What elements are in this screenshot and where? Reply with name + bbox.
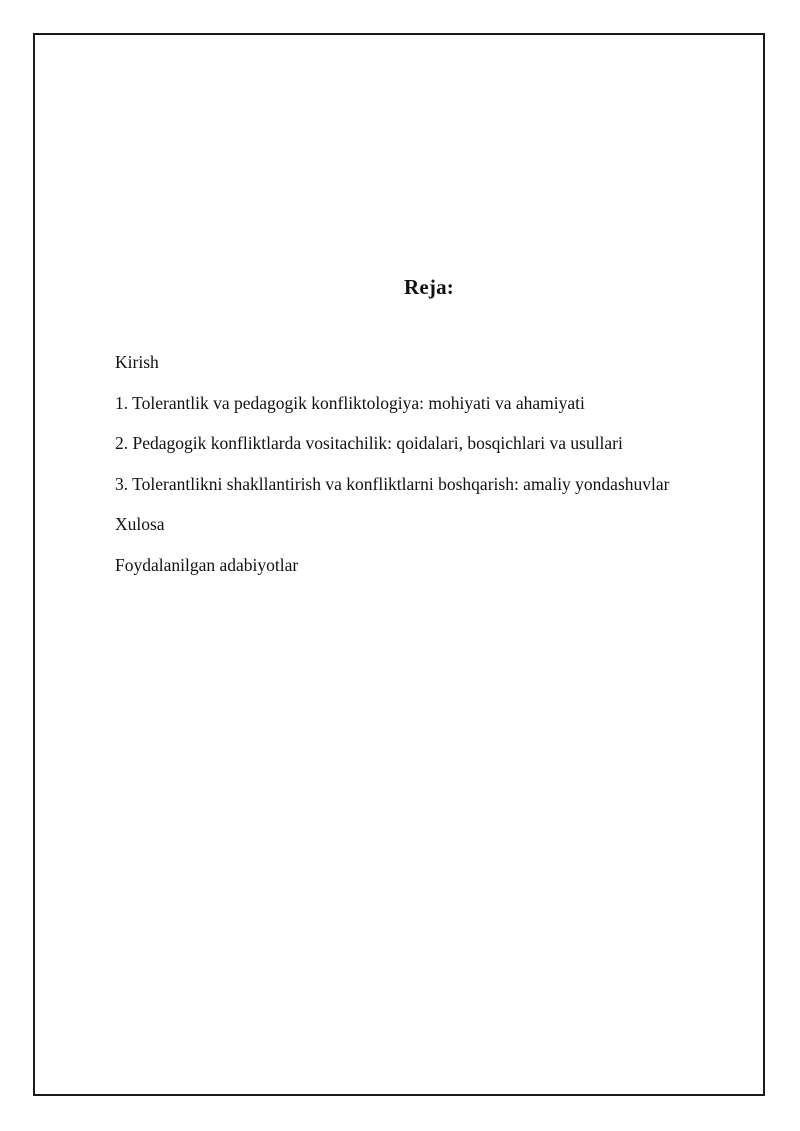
toc-item-chapter-1: 1. Tolerantlik va pedagogik konfliktologiya: mohiyati va ahamiyati <box>115 392 585 413</box>
page-title: Reja: <box>404 275 454 299</box>
toc-item-introduction: Kirish <box>115 352 159 372</box>
toc-item-chapter-3: 3. Tolerantlikni shakllantirish va konfliktlarni boshqarish: amaliy yondashuvlar <box>115 473 670 494</box>
toc-item-references: Foydalanilgan adabiyotlar <box>115 554 299 575</box>
toc-item-conclusion: Xulosa <box>115 514 165 534</box>
table-of-contents <box>115 352 669 595</box>
toc-item-chapter-2: 2. Pedagogik konfliktlarda vositachilik: qoidalari, bosqichlari va usullari <box>115 433 623 453</box>
